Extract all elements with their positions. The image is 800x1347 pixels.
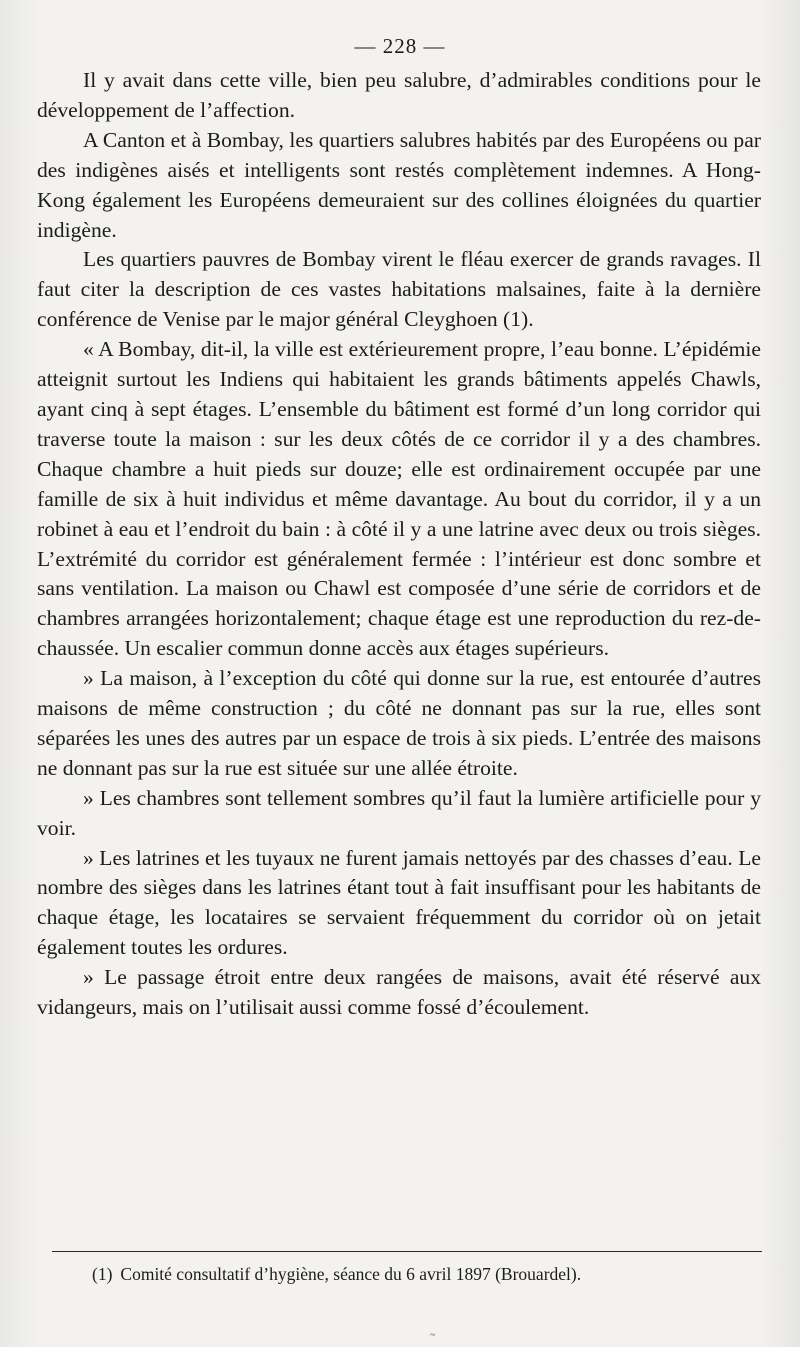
ornament-mark: ~: [430, 1330, 436, 1341]
footnote-text: Comité consultatif d’hygiène, séance du 6 avril 1897 (Brouardel).: [120, 1264, 582, 1284]
footnote: [92, 1262, 772, 1286]
paragraph: » La maison, à l’exception du côté qui donne sur la rue, est entourée d’autres maisons de même construction ; du côté ne donnant pas sur la rue, elles sont séparées les unes des autres par un espace de trois à six pieds. L’entrée des maisons ne donnant pas sur la rue est située sur une allée étroite.: [37, 666, 761, 780]
paragraph: A Canton et à Bombay, les quartiers salubres habités par des Européens ou par des indigènes aisés et intelligents sont restés complètement indemnes. A Hong-Kong également les Européens demeuraient sur des collines éloignées du quartier indigène.: [37, 127, 761, 242]
paragraph: » Les chambres sont tellement sombres qu’il faut la lumière artificielle pour y voir.: [37, 785, 761, 840]
paragraph: Les quartiers pauvres de Bombay virent le fléau exercer de grands ravages. Il faut citer la description de ces vastes habitations malsaines, faite à la dernière conférence de Venise par le major général Cleyghoen (1).: [37, 247, 761, 332]
paragraph: » Les latrines et les tuyaux ne furent jamais nettoyés par des chasses d’eau. Le nombre des sièges dans les latrines étant tout à fait insuffisant pour les habitants de chaque étage, les locataires se servaient fréquemment du corridor où on jetait également toutes les ordures.: [37, 845, 761, 960]
page-number: — 228 —: [354, 34, 446, 58]
footnote-mark: (1): [92, 1264, 113, 1284]
body-text: [37, 66, 761, 1023]
footnote-separator: [52, 1251, 762, 1252]
paragraph: Il y avait dans cette ville, bien peu salubre, d’admirables conditions pour le développement de l’affection.: [37, 68, 761, 122]
paragraph: » Le passage étroit entre deux rangées de maisons, avait été réservé aux vidangeurs, mais on l’utilisait aussi comme fossé d’écoulement.: [37, 965, 761, 1020]
paragraph: « A Bombay, dit-il, la ville est extérieurement propre, l’eau bonne. L’épidémie atteignit surtout les Indiens qui habitaient les grands bâtiments appelés Chawls, ayant cinq à sept étages. L’ensemble du bâtiment est formé d’un long corridor qui traverse toute la maison : sur les deux côtés de ce corridor il y a des chambres. Chaque chambre a huit pieds sur douze; elle est ordinairement occupée par une famille de six à huit individus et même davantage. Au bout du corridor, il y a un robinet à eau et l’endroit du bain : à côté il y a une latrine avec deux ou trois sièges. L’extrémité du corridor est généralement fermée : l’intérieur est donc sombre et sans ventilation. La maison ou Chawl est composée d’une série de corridors et de chambres arrangées horizontalement; chaque étage est une reproduction du rez-de-chaussée. Un escalier commun donne accès aux étages supérieurs.: [37, 337, 761, 661]
